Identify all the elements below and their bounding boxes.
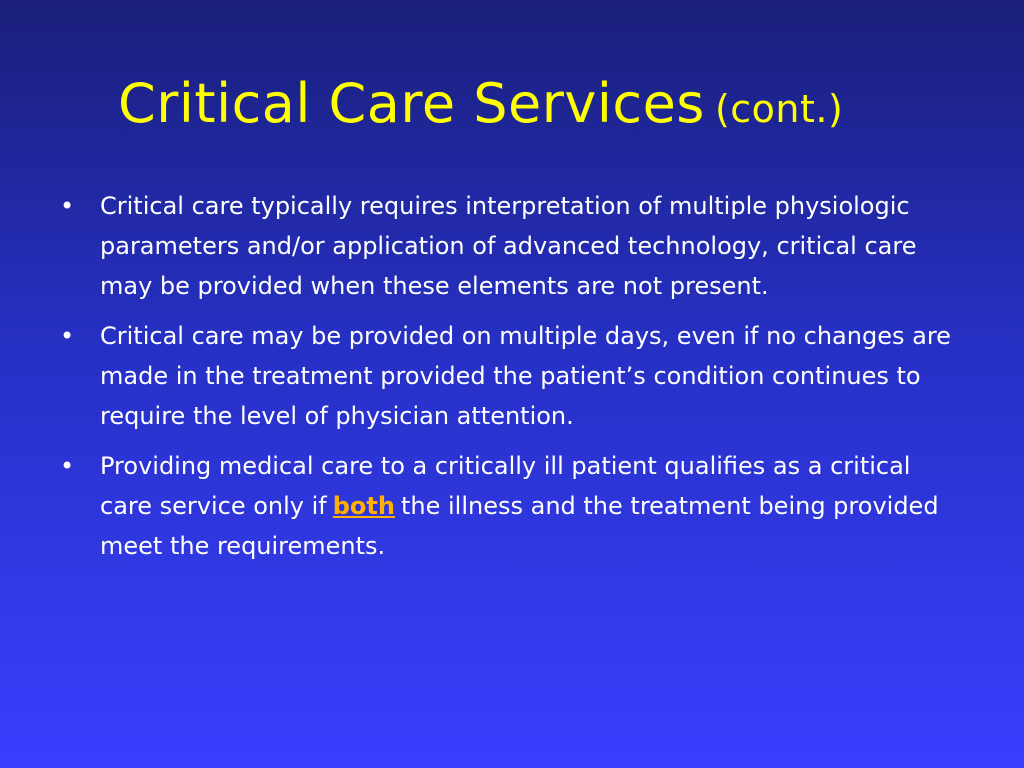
bullet-text-pre: Providing medical care to a critically ill patient qualifies as a critical care service only if <box>100 452 911 520</box>
bullet-text: Critical care typically requires interpretation of multiple physiologic parameters and/or application of advanced technology, critical care may be provided when these elements are not present. <box>100 192 917 300</box>
slide-title <box>118 72 843 135</box>
slide-title-suffix: (cont.) <box>714 87 844 131</box>
bullet-text: Critical care may be provided on multiple days, even if no changes are made in the treatment provided the patient’s condition continues to require the level of physician attention. <box>100 322 951 430</box>
bullet-marker: • <box>60 322 75 350</box>
bullet-item <box>60 316 960 436</box>
bullet-highlight-both: both <box>332 492 395 520</box>
bullet-item <box>60 446 960 566</box>
bullet-list <box>60 186 960 576</box>
bullet-text-post: the illness and the treatment being provided meet the requirements. <box>100 492 939 560</box>
bullet-item <box>60 186 960 306</box>
bullet-marker: • <box>60 452 75 480</box>
slide-title-main: Critical Care Services <box>118 72 705 135</box>
bullet-marker: • <box>60 192 75 220</box>
